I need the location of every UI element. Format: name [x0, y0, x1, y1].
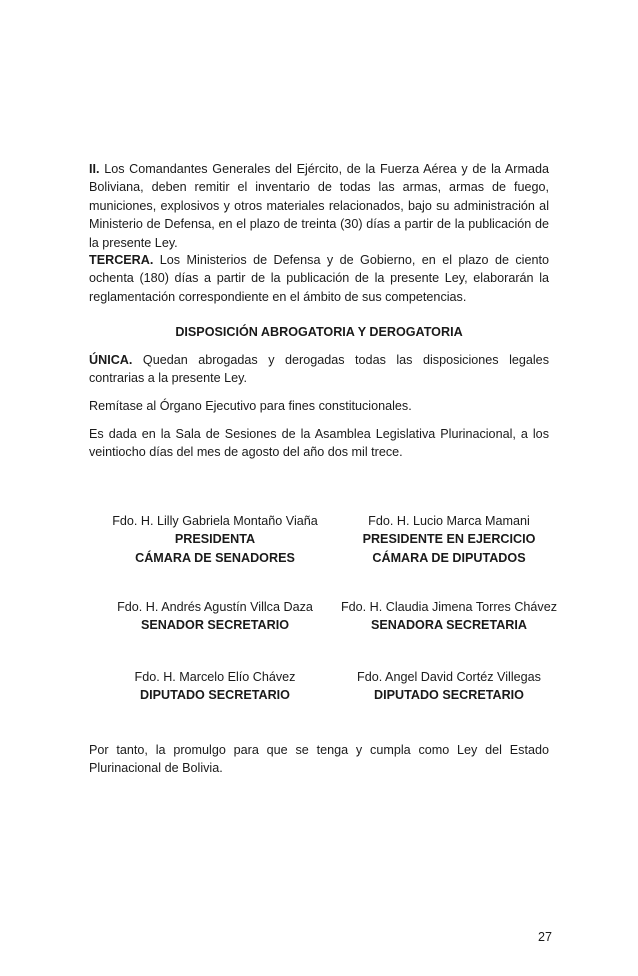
signatory-name: Fdo. H. Lilly Gabriela Montaño Viaña	[112, 514, 318, 528]
signature-block-presidenta	[89, 512, 341, 567]
signatory-role: SENADORA SECRETARIA	[370, 618, 528, 633]
signatory-name: Fdo. H. Andrés Agustín Villca Daza	[117, 600, 313, 614]
signatory-role: DIPUTADO SECRETARIO	[140, 688, 290, 703]
signatory-chamber: CÁMARA DE DIPUTADOS	[372, 550, 526, 565]
signatory-name: Fdo. H. Claudia Jimena Torres Chávez	[340, 600, 558, 614]
signatory-name: Fdo. Angel David Cortéz Villegas	[357, 670, 541, 684]
paragraph-unica	[89, 351, 549, 388]
paragraph-remitase: Remítase al Órgano Ejecutivo para fines constitucionales.	[89, 399, 412, 413]
signature-block-senadora-secretaria	[330, 598, 568, 635]
section-heading: DISPOSICIÓN ABROGATORIA Y DEROGATORIA	[175, 325, 463, 339]
paragraph-dada: Es dada en la Sala de Sesiones de la Asamblea Legislativa Plurinacional, a los veintiocho días del mes de agosto del año dos mil trece.	[89, 427, 549, 460]
page-number: 27	[537, 930, 552, 944]
signatory-role: SENADOR SECRETARIO	[140, 618, 290, 633]
paragraph-lead: TERCERA.	[89, 253, 154, 267]
signature-block-presidente	[344, 512, 554, 567]
paragraph-text: Los Ministerios de Defensa y de Gobierno, en el plazo de ciento ochenta (180) días a partir de la publicación de la presente Ley, elaborarán la reglamentación correspondiente en el ámbito de sus competencias.	[89, 253, 549, 304]
paragraph-lead: II.	[89, 162, 100, 176]
paragraph-ii	[89, 160, 549, 252]
signatory-name: Fdo. H. Marcelo Elío Chávez	[134, 670, 296, 684]
paragraph-closing: Por tanto, la promulgo para que se tenga y cumpla como Ley del Estado Plurinacional de Bolivia.	[89, 743, 549, 776]
paragraph-text: Quedan abrogadas y derogadas todas las disposiciones legales contrarias a la presente Ley.	[89, 353, 549, 386]
signature-block-diputado-secretario-2	[330, 668, 568, 705]
paragraph-text: Los Comandantes Generales del Ejército, de la Fuerza Aérea y de la Armada Boliviana, deben remitir el inventario de todas las armas, armas de fuego, municiones, explosivos y otros materiales relacionados, bajo su administración al Ministerio de Defensa, en el plazo de treinta (30) días a partir de la publicación de la presente Ley.	[89, 162, 549, 250]
signatory-chamber: CÁMARA DE SENADORES	[135, 550, 295, 565]
signature-block-diputado-secretario-1	[89, 668, 341, 705]
signatory-role: DIPUTADO SECRETARIO	[374, 688, 524, 703]
paragraph-lead: ÚNICA.	[89, 353, 133, 367]
signatory-name: Fdo. H. Lucio Marca Mamani	[368, 514, 530, 528]
signatory-role: PRESIDENTA	[174, 532, 256, 547]
signature-block-senador-secretario	[89, 598, 341, 635]
signatory-role: PRESIDENTE EN EJERCICIO	[362, 532, 536, 547]
paragraph-tercera	[89, 251, 549, 306]
